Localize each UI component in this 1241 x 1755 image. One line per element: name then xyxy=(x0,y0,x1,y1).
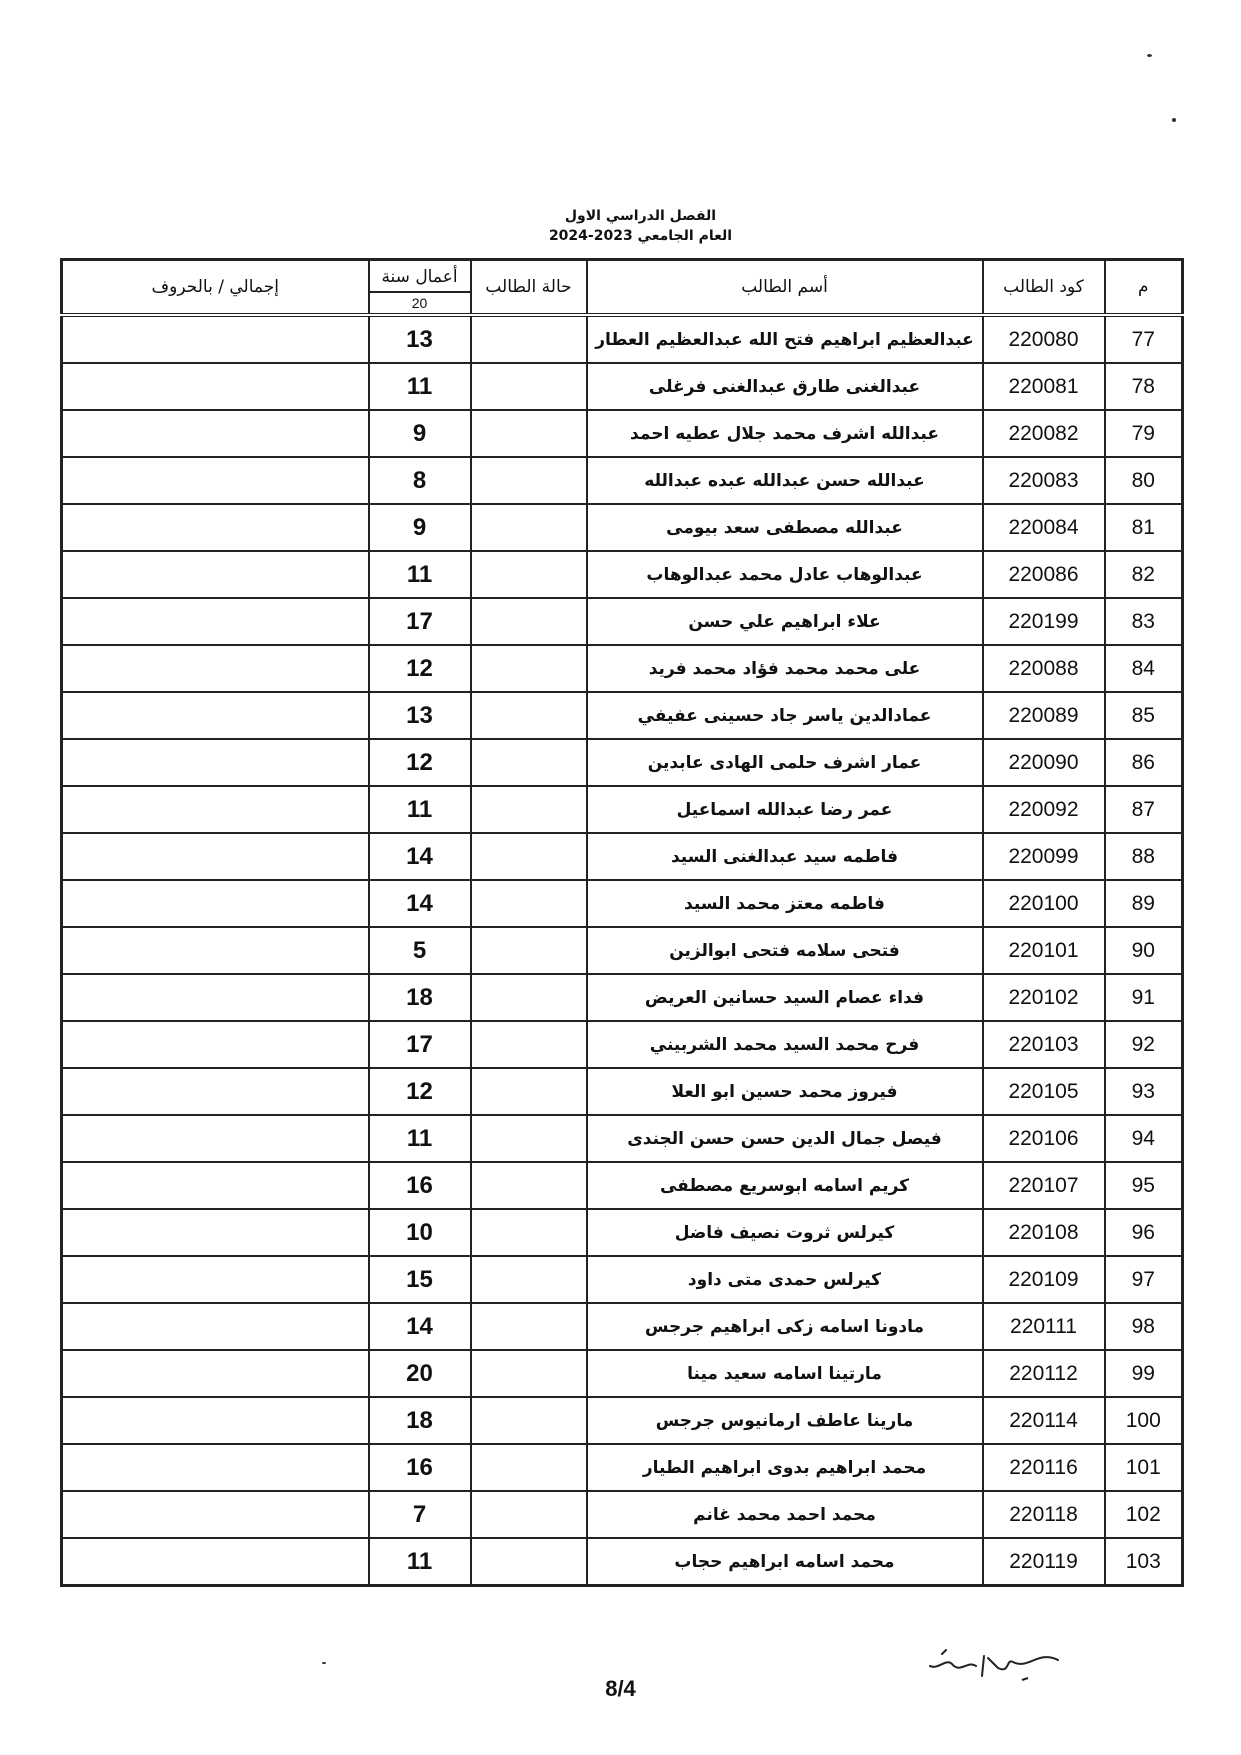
table-row xyxy=(62,1021,1183,1068)
student-status xyxy=(471,504,587,551)
row-num: 79 xyxy=(1105,410,1183,457)
student-status xyxy=(471,1209,587,1256)
student-code: 220082 xyxy=(983,410,1105,457)
student-code: 220084 xyxy=(983,504,1105,551)
student-status xyxy=(471,1162,587,1209)
student-code: 220081 xyxy=(983,363,1105,410)
row-num: 78 xyxy=(1105,363,1183,410)
student-name: علاء ابراهيم علي حسن xyxy=(587,598,983,645)
row-num: 100 xyxy=(1105,1397,1183,1444)
total-in-words xyxy=(62,645,369,692)
student-name: عبدالغنى طارق عبدالغنى فرغلى xyxy=(587,363,983,410)
coursework-grade: 9 xyxy=(369,504,471,551)
student-status xyxy=(471,880,587,927)
student-name: عبدالوهاب عادل محمد عبدالوهاب xyxy=(587,551,983,598)
student-code: 220089 xyxy=(983,692,1105,739)
student-name: عبدالله اشرف محمد جلال عطيه احمد xyxy=(587,410,983,457)
table-row xyxy=(62,739,1183,786)
student-status xyxy=(471,1115,587,1162)
row-num: 82 xyxy=(1105,551,1183,598)
student-status xyxy=(471,1256,587,1303)
table-row xyxy=(62,1491,1183,1538)
student-code: 220080 xyxy=(983,315,1105,363)
total-in-words xyxy=(62,880,369,927)
student-code: 220099 xyxy=(983,833,1105,880)
student-status xyxy=(471,692,587,739)
total-in-words xyxy=(62,739,369,786)
student-status xyxy=(471,1444,587,1491)
total-in-words xyxy=(62,1444,369,1491)
student-code: 220102 xyxy=(983,974,1105,1021)
student-status xyxy=(471,1021,587,1068)
row-num: 96 xyxy=(1105,1209,1183,1256)
row-num: 83 xyxy=(1105,598,1183,645)
row-num: 91 xyxy=(1105,974,1183,1021)
table-row xyxy=(62,1256,1183,1303)
total-in-words xyxy=(62,410,369,457)
total-in-words xyxy=(62,1021,369,1068)
student-status xyxy=(471,833,587,880)
student-name: كيرلس حمدى متى داود xyxy=(587,1256,983,1303)
coursework-grade: 14 xyxy=(369,833,471,880)
student-name: عمادالدين ياسر جاد حسينى عفيفي xyxy=(587,692,983,739)
coursework-grade: 5 xyxy=(369,927,471,974)
student-status xyxy=(471,457,587,504)
student-code: 220109 xyxy=(983,1256,1105,1303)
table-row xyxy=(62,645,1183,692)
student-name: كريم اسامه ابوسريع مصطفى xyxy=(587,1162,983,1209)
student-code: 220116 xyxy=(983,1444,1105,1491)
table-row xyxy=(62,551,1183,598)
row-num: 86 xyxy=(1105,739,1183,786)
total-in-words xyxy=(62,692,369,739)
total-in-words xyxy=(62,598,369,645)
student-name: كيرلس ثروت نصيف فاضل xyxy=(587,1209,983,1256)
header-work xyxy=(369,260,471,316)
coursework-grade: 9 xyxy=(369,410,471,457)
student-status xyxy=(471,786,587,833)
student-name: عبدالله حسن عبدالله عبده عبدالله xyxy=(587,457,983,504)
total-in-words xyxy=(62,1209,369,1256)
student-name: مارتينا اسامه سعيد مينا xyxy=(587,1350,983,1397)
coursework-grade: 17 xyxy=(369,1021,471,1068)
student-name: عمار اشرف حلمى الهادى عابدين xyxy=(587,739,983,786)
total-in-words xyxy=(62,363,369,410)
total-in-words xyxy=(62,786,369,833)
table-row xyxy=(62,504,1183,551)
total-in-words xyxy=(62,1350,369,1397)
row-num: 84 xyxy=(1105,645,1183,692)
coursework-grade: 8 xyxy=(369,457,471,504)
table-row xyxy=(62,692,1183,739)
student-name: على محمد محمد فؤاد محمد فريد xyxy=(587,645,983,692)
table-row xyxy=(62,927,1183,974)
header-work-label: أعمال سنة xyxy=(370,261,470,293)
coursework-grade: 18 xyxy=(369,1397,471,1444)
total-in-words xyxy=(62,551,369,598)
student-status xyxy=(471,739,587,786)
total-in-words xyxy=(62,1303,369,1350)
table-row xyxy=(62,1538,1183,1586)
table-row xyxy=(62,880,1183,927)
student-name: عبدالله مصطفى سعد بيومى xyxy=(587,504,983,551)
row-num: 90 xyxy=(1105,927,1183,974)
semester-title: الفصل الدراسي الاول xyxy=(564,208,717,224)
student-name: مادونا اسامه زكى ابراهيم جرجس xyxy=(587,1303,983,1350)
row-num: 80 xyxy=(1105,457,1183,504)
student-code: 220090 xyxy=(983,739,1105,786)
student-status xyxy=(471,927,587,974)
student-status xyxy=(471,645,587,692)
academic-year: العام الجامعي 2023-2024 xyxy=(548,228,733,244)
student-code: 220118 xyxy=(983,1491,1105,1538)
table-header-row xyxy=(62,260,1183,316)
coursework-grade: 12 xyxy=(369,739,471,786)
student-code: 220092 xyxy=(983,786,1105,833)
student-status xyxy=(471,1491,587,1538)
coursework-grade: 12 xyxy=(369,645,471,692)
scan-speck xyxy=(1172,118,1176,122)
coursework-grade: 16 xyxy=(369,1444,471,1491)
student-name: محمد ابراهيم بدوى ابراهيم الطيار xyxy=(587,1444,983,1491)
student-name: فاطمه معتز محمد السيد xyxy=(587,880,983,927)
table-row xyxy=(62,1350,1183,1397)
student-code: 220103 xyxy=(983,1021,1105,1068)
student-name: محمد احمد محمد غانم xyxy=(587,1491,983,1538)
student-name: مارينا عاطف ارمانيوس جرجس xyxy=(587,1397,983,1444)
table-row xyxy=(62,363,1183,410)
scan-speck xyxy=(322,1662,326,1664)
coursework-grade: 7 xyxy=(369,1491,471,1538)
total-in-words xyxy=(62,833,369,880)
total-in-words xyxy=(62,974,369,1021)
row-num: 81 xyxy=(1105,504,1183,551)
coursework-grade: 13 xyxy=(369,692,471,739)
header-num: م xyxy=(1105,260,1183,316)
student-status xyxy=(471,1350,587,1397)
student-code: 220107 xyxy=(983,1162,1105,1209)
student-status xyxy=(471,315,587,363)
total-in-words xyxy=(62,504,369,551)
row-num: 98 xyxy=(1105,1303,1183,1350)
student-name: فيروز محمد حسين ابو العلا xyxy=(587,1068,983,1115)
student-name: عمر رضا عبدالله اسماعيل xyxy=(587,786,983,833)
coursework-grade: 11 xyxy=(369,363,471,410)
total-in-words xyxy=(62,1162,369,1209)
coursework-grade: 12 xyxy=(369,1068,471,1115)
table-row xyxy=(62,1115,1183,1162)
row-num: 94 xyxy=(1105,1115,1183,1162)
coursework-grade: 20 xyxy=(369,1350,471,1397)
header-code: كود الطالب xyxy=(983,260,1105,316)
student-status xyxy=(471,1397,587,1444)
coursework-grade: 14 xyxy=(369,1303,471,1350)
student-name: عبدالعظيم ابراهيم فتح الله عبدالعظيم العطار xyxy=(587,315,983,363)
row-num: 99 xyxy=(1105,1350,1183,1397)
coursework-grade: 14 xyxy=(369,880,471,927)
row-num: 77 xyxy=(1105,315,1183,363)
row-num: 97 xyxy=(1105,1256,1183,1303)
row-num: 95 xyxy=(1105,1162,1183,1209)
coursework-grade: 10 xyxy=(369,1209,471,1256)
student-code: 220101 xyxy=(983,927,1105,974)
coursework-grade: 11 xyxy=(369,1115,471,1162)
scan-speck xyxy=(1147,54,1152,57)
coursework-grade: 13 xyxy=(369,315,471,363)
table-body xyxy=(62,315,1183,1586)
student-status xyxy=(471,1068,587,1115)
student-code: 220111 xyxy=(983,1303,1105,1350)
student-status xyxy=(471,1303,587,1350)
grades-table xyxy=(60,258,1184,1587)
student-status xyxy=(471,974,587,1021)
header-status: حالة الطالب xyxy=(471,260,587,316)
row-num: 93 xyxy=(1105,1068,1183,1115)
coursework-grade: 16 xyxy=(369,1162,471,1209)
row-num: 103 xyxy=(1105,1538,1183,1586)
row-num: 89 xyxy=(1105,880,1183,927)
header-total: إجمالي / بالحروف xyxy=(62,260,369,316)
student-name: محمد اسامه ابراهيم حجاب xyxy=(587,1538,983,1586)
table-row xyxy=(62,1397,1183,1444)
student-code: 220119 xyxy=(983,1538,1105,1586)
table-row xyxy=(62,833,1183,880)
document-header xyxy=(0,206,1241,246)
coursework-grade: 11 xyxy=(369,551,471,598)
header-work-max: 20 xyxy=(411,295,428,311)
student-status xyxy=(471,551,587,598)
table-row xyxy=(62,786,1183,833)
row-num: 88 xyxy=(1105,833,1183,880)
table-row xyxy=(62,457,1183,504)
grades-table-wrapper xyxy=(60,258,1184,1587)
student-status xyxy=(471,410,587,457)
student-code: 220105 xyxy=(983,1068,1105,1115)
coursework-grade: 17 xyxy=(369,598,471,645)
student-code: 220088 xyxy=(983,645,1105,692)
header-name: أسم الطالب xyxy=(587,260,983,316)
student-code: 220199 xyxy=(983,598,1105,645)
student-code: 220083 xyxy=(983,457,1105,504)
student-status xyxy=(471,598,587,645)
total-in-words xyxy=(62,1256,369,1303)
row-num: 101 xyxy=(1105,1444,1183,1491)
row-num: 102 xyxy=(1105,1491,1183,1538)
table-row xyxy=(62,598,1183,645)
student-code: 220114 xyxy=(983,1397,1105,1444)
table-row xyxy=(62,410,1183,457)
total-in-words xyxy=(62,315,369,363)
total-in-words xyxy=(62,457,369,504)
table-row xyxy=(62,1209,1183,1256)
total-in-words xyxy=(62,1115,369,1162)
student-status xyxy=(471,363,587,410)
student-name: فداء عصام السيد حسانين العريض xyxy=(587,974,983,1021)
student-status xyxy=(471,1538,587,1586)
total-in-words xyxy=(62,1068,369,1115)
student-code: 220108 xyxy=(983,1209,1105,1256)
student-name: فتحى سلامه فتحى ابوالزين xyxy=(587,927,983,974)
student-code: 220086 xyxy=(983,551,1105,598)
table-row xyxy=(62,1162,1183,1209)
total-in-words xyxy=(62,1538,369,1586)
student-code: 220100 xyxy=(983,880,1105,927)
table-row xyxy=(62,1444,1183,1491)
table-row xyxy=(62,1303,1183,1350)
row-num: 92 xyxy=(1105,1021,1183,1068)
student-name: فيصل جمال الدين حسن حسن الجندى xyxy=(587,1115,983,1162)
row-num: 87 xyxy=(1105,786,1183,833)
student-name: فرح محمد السيد محمد الشربيني xyxy=(587,1021,983,1068)
row-num: 85 xyxy=(1105,692,1183,739)
coursework-grade: 11 xyxy=(369,1538,471,1586)
coursework-grade: 11 xyxy=(369,786,471,833)
coursework-grade: 18 xyxy=(369,974,471,1021)
total-in-words xyxy=(62,1491,369,1538)
student-name: فاطمه سيد عبدالغنى السيد xyxy=(587,833,983,880)
coursework-grade: 15 xyxy=(369,1256,471,1303)
student-code: 220106 xyxy=(983,1115,1105,1162)
table-row xyxy=(62,315,1183,363)
total-in-words xyxy=(62,1397,369,1444)
total-in-words xyxy=(62,927,369,974)
table-row xyxy=(62,1068,1183,1115)
table-row xyxy=(62,974,1183,1021)
page-number: 8/4 xyxy=(605,1676,636,1701)
student-code: 220112 xyxy=(983,1350,1105,1397)
